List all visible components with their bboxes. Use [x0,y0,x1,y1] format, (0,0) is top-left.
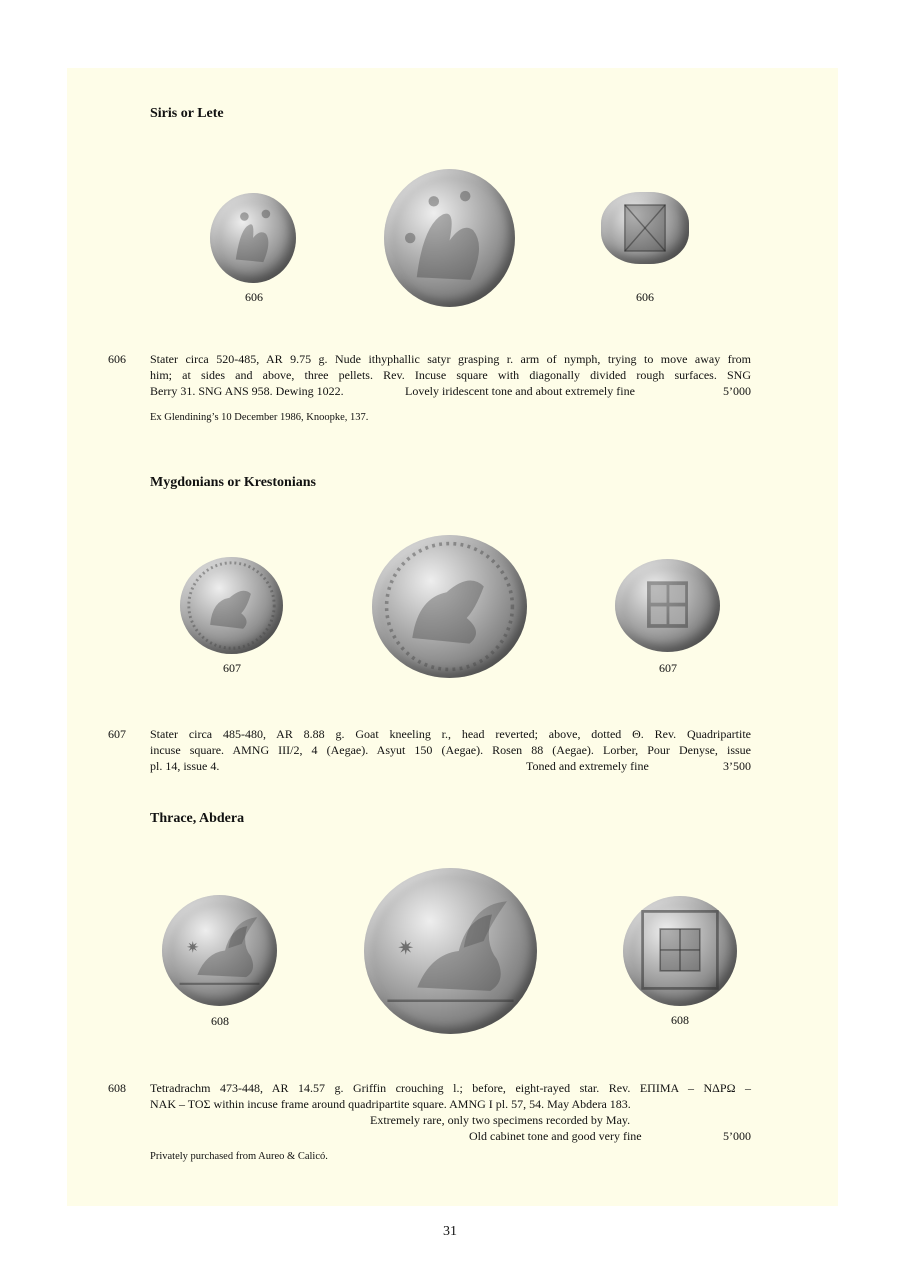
page-number: 31 [443,1224,457,1239]
lot-number-607: 607 [108,727,126,741]
coin-photo-607-obverse-large [372,535,527,678]
incuse-square-icon [601,192,689,264]
satyr-nymph-relief-icon [210,193,296,283]
lot-608-price: 5’000 [723,1129,751,1143]
kneeling-goat-relief-icon [180,557,283,654]
lot-608-description-line-1: Tetradrachm 473-448, AR 14.57 g. Griffin crouching l.; before, eight-rayed star. Rev. ΕΠΙΜΑ – ΝΔΡΩ – [150,1081,751,1095]
coin-photo-606-obverse-large [384,169,515,307]
lot-number-608: 608 [108,1081,126,1095]
section-heading-abdera: Thrace, Abdera [150,811,245,826]
photo-label-608-left: 608 [211,1014,229,1028]
coin-photo-608-reverse [623,896,737,1006]
photo-label-607-left: 607 [223,661,241,675]
coin-photo-607-reverse [615,559,720,652]
coin-photo-607-obverse-small [180,557,283,654]
lot-608-note: Extremely rare, only two specimens recorded by May. [370,1113,631,1127]
photo-label-606-left: 606 [245,290,263,304]
coin-photo-606-reverse [601,192,689,264]
lot-607-description-line-1: Stater circa 485-480, AR 8.88 g. Goat kneeling r., head reverted; above, dotted Θ. Rev. Quadripartite [150,727,751,741]
lot-607-description-line-3: pl. 14, issue 4. [150,759,220,773]
quadripartite-square-icon [615,559,720,652]
lot-608-grade: Old cabinet tone and good very fine [469,1129,642,1143]
lot-607-description-line-2: incuse square. AMNG III/2, 4 (Aegae). Asyut 150 (Aegae). Rosen 88 (Aegae). Lorber, Pour Denyse, issue [150,743,751,757]
lot-606-description-line-3: Berry 31. SNG ANS 958. Dewing 1022. [150,384,344,398]
photo-label-608-right: 608 [671,1013,689,1027]
satyr-nymph-relief-icon [384,169,515,307]
lot-606-description-line-1: Stater circa 520-485, AR 9.75 g. Nude ithyphallic satyr grasping r. arm of nymph, trying to move away from [150,352,751,366]
lot-606-grade: Lovely iridescent tone and about extremely fine [405,384,635,398]
lot-number-606: 606 [108,352,126,366]
lot-608-provenance: Privately purchased from Aureo & Calicó. [150,1151,328,1162]
photo-label-606-right: 606 [636,290,654,304]
griffin-relief-icon [162,895,277,1006]
photo-label-607-right: 607 [659,661,677,675]
kneeling-goat-relief-icon [372,535,527,678]
section-heading-siris: Siris or Lete [150,106,224,121]
svg-text:✷: ✷ [186,938,200,957]
lot-606-provenance: Ex Glendining’s 10 December 1986, Knoopke, 137. [150,412,369,423]
incuse-frame-legend-icon [623,896,737,1006]
griffin-relief-icon [364,868,537,1034]
lot-606-price: 5’000 [723,384,751,398]
coin-photo-608-obverse-small [162,895,277,1006]
coin-photo-608-obverse-large [364,868,537,1034]
section-heading-mygdonians: Mygdonians or Krestonians [150,475,316,490]
coin-photo-606-obverse-small [210,193,296,283]
lot-606-description-line-2: him; at sides and above, three pellets. Rev. Incuse square with diagonally divided rough surfaces. SNG [150,368,751,382]
lot-607-price: 3’500 [723,759,751,773]
svg-text:✷: ✷ [397,936,415,960]
lot-608-description-line-2: ΝΑΚ – ΤΟΣ within incuse frame around quadripartite square. AMNG I pl. 57, 54. May Abdera 183. [150,1097,631,1111]
lot-607-grade: Toned and extremely fine [526,759,649,773]
